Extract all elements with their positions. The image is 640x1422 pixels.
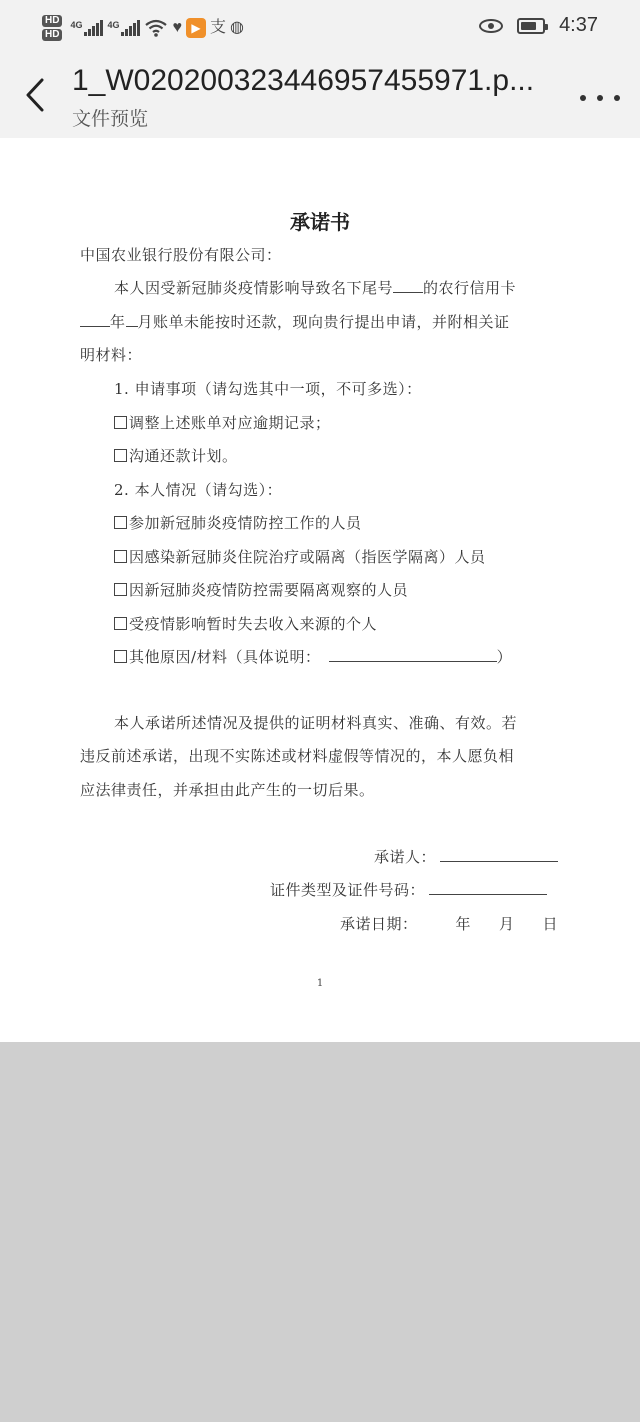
id-line (270, 879, 547, 900)
video-app-icon: ▶ (186, 18, 206, 38)
case-infected[interactable] (114, 546, 486, 567)
hd-badge-1: HD (42, 15, 62, 27)
case-label: 其他原因/材料（具体说明： (129, 648, 321, 666)
date-year: 年 (455, 915, 472, 933)
document-page[interactable] (0, 138, 640, 1042)
option-label: 调整上述账单对应逾期记录； (129, 414, 331, 432)
signal-icon-2 (107, 20, 140, 36)
checkbox[interactable] (114, 516, 127, 529)
eye-comfort-icon (479, 19, 503, 33)
hd-icon (42, 15, 62, 41)
date-line (340, 913, 558, 934)
date-month: 月 (499, 915, 515, 933)
id-blank (429, 880, 547, 895)
case-epidemic-worker[interactable] (114, 512, 362, 533)
case-label: 参加新冠肺炎疫情防控工作的人员 (129, 514, 362, 532)
signer-label: 承诺人： (374, 848, 437, 866)
status-bar (0, 0, 640, 56)
promise-line-3: 应法律责任，并承担由此产生的一切后果。 (80, 781, 375, 799)
hd-badge-2: HD (42, 29, 62, 41)
signer-blank (440, 847, 558, 862)
more-dot-icon (597, 95, 603, 101)
paragraph-1-line-2 (80, 311, 510, 332)
back-button[interactable] (18, 74, 54, 116)
file-name-title: 1_W020200323446957455971.p... (72, 64, 535, 97)
other-reason-blank (329, 647, 497, 662)
page-number: 1 (316, 978, 324, 989)
signer-line (374, 846, 558, 867)
checkbox[interactable] (114, 583, 127, 596)
section-1-heading: 1. 申请事项（请勾选其中一项，不可多选）： (114, 380, 422, 398)
year-blank (80, 312, 110, 327)
browser-icon: ◍ (230, 19, 244, 36)
more-dot-icon (580, 95, 586, 101)
card-tail-number-blank (393, 278, 423, 293)
chevron-left-icon (18, 74, 54, 116)
section-2-heading: 2. 本人情况（请勾选）： (114, 481, 283, 499)
status-icons-left (42, 10, 244, 46)
checkbox[interactable] (114, 650, 127, 663)
network-type-2: 4G (107, 20, 120, 30)
wifi-icon (144, 18, 168, 38)
salutation: 中国农业银行股份有限公司： (80, 246, 282, 264)
case-other[interactable] (114, 646, 512, 667)
heart-icon: ♥ (172, 19, 182, 36)
para1-text-b: 的农行信用卡 (423, 279, 517, 297)
case-isolation[interactable] (114, 579, 408, 600)
date-day: 日 (542, 915, 559, 933)
case-label: 因感染新冠肺炎住院治疗或隔离（指医学隔离）人员 (129, 548, 486, 566)
promise-line-2: 违反前述承诺，出现不实陈述或材料虚假等情况的，本人愿负相 (80, 747, 515, 765)
checkbox[interactable] (114, 617, 127, 630)
status-icons-right (479, 14, 598, 37)
paragraph-1-line-1 (114, 277, 516, 298)
option-adjust-record[interactable] (114, 412, 331, 433)
alipay-icon: 支 (209, 19, 226, 36)
checkbox[interactable] (114, 550, 127, 563)
network-type-1: 4G (70, 20, 83, 30)
option-label: 沟通还款计划。 (129, 447, 238, 465)
checkbox[interactable] (114, 416, 127, 429)
case-close-paren: ） (496, 648, 513, 666)
month-blank (126, 312, 138, 327)
paragraph-1-line-3: 明材料： (80, 346, 143, 364)
para1-text-c: 年 (110, 313, 126, 331)
more-dot-icon (614, 95, 620, 101)
para1-text-d: 月账单未能按时还款，现向贵行提出申请，并附相关证 (137, 313, 510, 331)
status-time: 4:37 (559, 14, 598, 36)
battery-icon (517, 18, 545, 34)
battery-fill (521, 22, 536, 30)
signal-icon (70, 20, 103, 36)
id-type-label: 证件类型及证件号码： (270, 881, 426, 899)
file-preview-subtitle: 文件预览 (72, 108, 149, 130)
app-bar (0, 56, 640, 138)
date-label: 承诺日期： (340, 915, 418, 933)
case-income-loss[interactable] (114, 613, 377, 634)
case-label: 受疫情影响暂时失去收入来源的个人 (129, 615, 378, 633)
option-repayment-plan[interactable] (114, 445, 238, 466)
more-options-button[interactable] (580, 88, 620, 108)
document-title: 承诺书 (290, 210, 350, 234)
case-label: 因新冠肺炎疫情防控需要隔离观察的人员 (129, 581, 409, 599)
promise-line-1: 本人承诺所述情况及提供的证明材料真实、准确、有效。若 (114, 714, 518, 732)
para1-text-a: 本人因受新冠肺炎疫情影响导致名下尾号 (114, 279, 394, 297)
checkbox[interactable] (114, 449, 127, 462)
